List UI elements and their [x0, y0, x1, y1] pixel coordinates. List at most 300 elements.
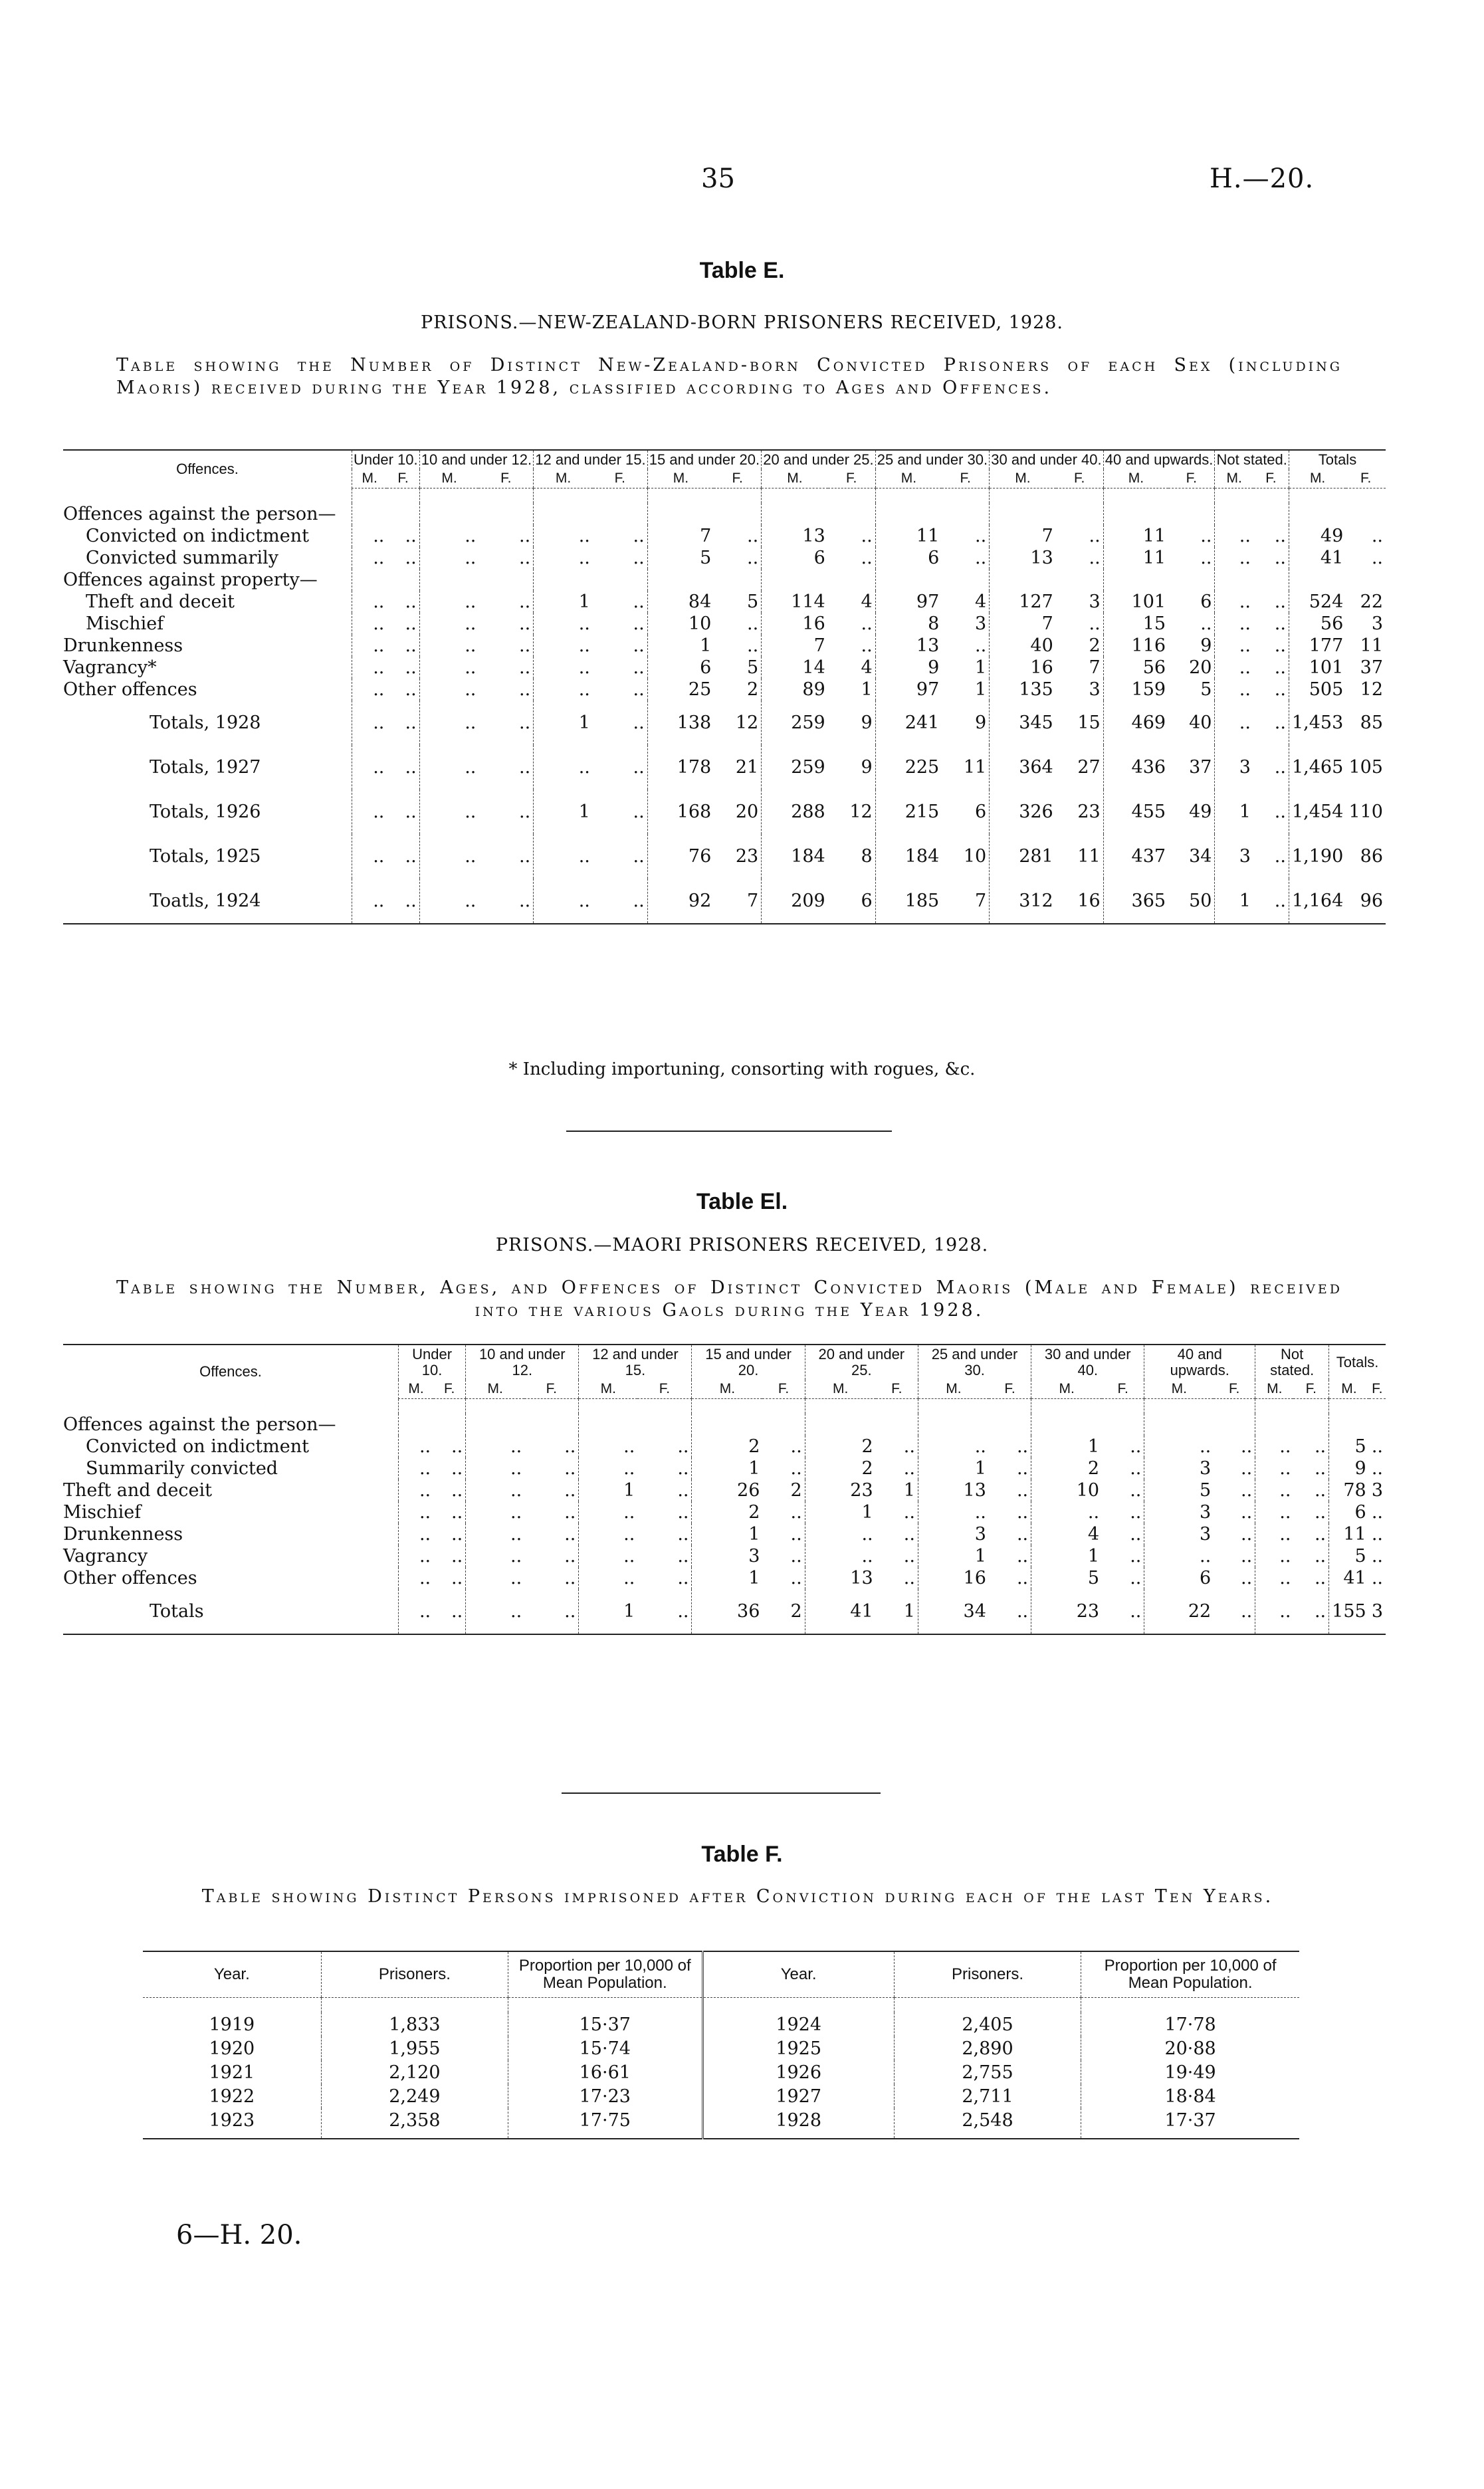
table-cell: 20 — [735, 802, 759, 822]
table-cell: .. — [1314, 1480, 1326, 1501]
table-cell: .. — [451, 1546, 463, 1567]
table-e-subtitle: PRISONS.—NEW-ZEALAND-BORN PRISONERS RECEIVED, 1928. — [420, 312, 1064, 333]
table-cell: 4 — [975, 592, 987, 612]
table-cell: 2 — [805, 1458, 875, 1479]
table-cell: .. — [747, 526, 759, 546]
table-cell: 127 — [990, 591, 1056, 613]
table-cell: 22 — [1144, 1589, 1214, 1634]
table-cell: .. — [352, 745, 387, 790]
table-cell: .. — [1371, 548, 1383, 568]
table-cell: 1 — [534, 790, 593, 834]
table-cell: .. — [466, 1479, 525, 1501]
table-cell — [1144, 1414, 1214, 1436]
table-cell: .. — [1130, 1524, 1142, 1545]
table-cell — [1346, 569, 1386, 591]
table-cell: 1920 — [209, 2038, 255, 2059]
table-cell: .. — [1241, 1524, 1253, 1545]
table-cell: .. — [1130, 1436, 1142, 1457]
female-header: F. — [478, 469, 533, 488]
table-cell: .. — [1314, 1546, 1326, 1567]
table-cell: .. — [405, 613, 417, 634]
table-cell: .. — [1016, 1546, 1029, 1567]
table-cell: 3 — [1369, 1589, 1386, 1634]
table-cell — [942, 569, 989, 591]
table-cell: .. — [1274, 592, 1286, 612]
male-header: M. — [990, 469, 1056, 488]
table-cell: 3 — [1371, 1480, 1383, 1501]
table-cell: .. — [405, 802, 417, 822]
table-cell: 21 — [735, 757, 759, 778]
table-cell: .. — [519, 526, 531, 546]
table-cell: .. — [1314, 1502, 1326, 1523]
table-f — [143, 1951, 1299, 2139]
table-cell: .. — [519, 712, 531, 733]
table-cell: 3 — [918, 1523, 988, 1545]
table-cell: 1 — [647, 635, 714, 657]
table-cell: 6 — [875, 547, 942, 569]
table-cell: 455 — [1103, 790, 1168, 834]
table-cell: .. — [352, 790, 387, 834]
table-cell — [352, 569, 387, 591]
table-cell: 6 — [975, 802, 987, 822]
table-cell: .. — [399, 1479, 434, 1501]
table-cell: .. — [534, 879, 593, 924]
female-header: F. — [433, 1380, 466, 1399]
table-cell: 15 — [1077, 712, 1101, 733]
table-row — [63, 1523, 1386, 1545]
table-cell: 11 — [1360, 635, 1383, 656]
table-cell: 259 — [762, 701, 828, 745]
table-cell: .. — [1130, 1480, 1142, 1501]
table-cell — [593, 503, 647, 525]
table-row — [63, 1458, 1386, 1479]
table-cell: .. — [519, 592, 531, 612]
table-cell — [1168, 569, 1215, 591]
row-label: Vagrancy* — [63, 657, 157, 678]
table-cell: 2 — [790, 1480, 802, 1501]
age-group-header: 20 and under 25. — [762, 450, 876, 469]
table-cell: .. — [1241, 1546, 1253, 1567]
age-group-header: 25 and under 30. — [918, 1345, 1031, 1380]
table-cell: .. — [790, 1546, 802, 1567]
table-cell: 8 — [875, 613, 942, 635]
table-cell: .. — [399, 1436, 434, 1458]
table-cell: .. — [1144, 1545, 1214, 1567]
table-cell: 16·61 — [508, 2060, 702, 2084]
table-cell: 5 — [1200, 679, 1212, 700]
table-cell: .. — [451, 1568, 463, 1588]
table-cell: 11 — [1103, 525, 1168, 547]
table-cell: 37 — [1189, 757, 1212, 778]
table-cell: 15 — [1103, 613, 1168, 635]
table-cell: .. — [1241, 1480, 1253, 1501]
table-cell: .. — [419, 879, 478, 924]
table-cell — [1102, 1414, 1144, 1436]
table-cell: 2 — [747, 679, 759, 700]
row-label: Theft and deceit — [86, 592, 235, 612]
table-cell: 16 — [1056, 879, 1103, 924]
table-row — [63, 635, 1386, 657]
table-cell: 312 — [990, 879, 1056, 924]
table-cell: .. — [1016, 1568, 1029, 1588]
table-cell: .. — [1214, 1589, 1255, 1634]
table-cell — [352, 503, 387, 525]
table-cell: .. — [1371, 1502, 1383, 1523]
table-e1-caption: Table showing the Number, Ages, and Offences of Distinct Convicted Maoris (Male and Female) received into the various Gaols during the Year 1928. — [116, 1277, 1342, 1321]
table-cell — [534, 569, 593, 591]
female-header: F. — [1369, 1380, 1386, 1399]
table-cell: .. — [790, 1436, 802, 1457]
table-cell: .. — [1215, 679, 1253, 701]
table-cell: 13 — [990, 547, 1056, 569]
table-e1-title: Table El. — [696, 1189, 788, 1214]
table-cell: 11 — [963, 757, 987, 778]
table-cell: 34 — [918, 1589, 988, 1634]
table-cell: .. — [419, 657, 478, 679]
table-cell: .. — [1016, 1502, 1029, 1523]
table-cell: .. — [790, 1568, 802, 1588]
table-cell: 4 — [861, 592, 873, 612]
table-cell — [387, 503, 419, 525]
table-cell: .. — [1255, 1458, 1294, 1479]
row-label: Totals, 1926 — [150, 802, 261, 822]
table-cell: 1928 — [702, 2108, 894, 2139]
table-cell: .. — [805, 1545, 875, 1567]
table-cell: .. — [352, 547, 387, 569]
table-cell: 10 — [647, 613, 714, 635]
table-cell — [828, 569, 875, 591]
table-cell: .. — [903, 1546, 915, 1567]
female-header: F. — [637, 1380, 692, 1399]
table-cell: 26 — [692, 1479, 762, 1501]
table-cell — [1329, 1414, 1369, 1436]
row-label: Totals — [63, 1589, 399, 1634]
table-cell: 2,405 — [894, 2012, 1081, 2036]
table-cell: .. — [1089, 526, 1101, 546]
table-cell: 12 — [735, 712, 759, 733]
table-cell: .. — [1215, 701, 1253, 745]
table-cell: .. — [1255, 1501, 1294, 1523]
table-cell — [714, 569, 761, 591]
table-cell: 3 — [692, 1545, 762, 1567]
row-label: Mischief — [63, 1502, 142, 1523]
table-cell: .. — [352, 834, 387, 879]
table-cell: 7 — [990, 613, 1056, 635]
table-cell: .. — [677, 1524, 689, 1545]
table-e1-subtitle: PRISONS.—MAORI PRISONERS RECEIVED, 1928. — [495, 1235, 989, 1255]
table-cell: 13 — [762, 525, 828, 547]
table-row — [63, 1501, 1386, 1523]
table-cell: .. — [466, 1589, 525, 1634]
male-header: M. — [579, 1380, 638, 1399]
table-cell: .. — [903, 1524, 915, 1545]
table-cell: .. — [352, 591, 387, 613]
male-header: M. — [1031, 1380, 1102, 1399]
age-group-header: Not stated. — [1215, 450, 1289, 469]
table-cell: .. — [1371, 1546, 1383, 1567]
table-cell: .. — [747, 548, 759, 568]
row-label: Totals, 1927 — [150, 757, 261, 778]
female-header: F. — [828, 469, 875, 488]
female-header: F. — [1346, 469, 1386, 488]
table-cell: 23 — [1077, 802, 1101, 822]
table-cell: .. — [519, 802, 531, 822]
table-row — [63, 679, 1386, 701]
table-cell: .. — [405, 712, 417, 733]
row-label: Theft and deceit — [63, 1480, 213, 1501]
row-label: Offences against property— — [63, 570, 318, 590]
table-row — [63, 503, 1386, 525]
table-cell: .. — [451, 1524, 463, 1545]
table-cell: 97 — [875, 591, 942, 613]
row-label: Drunkenness — [63, 1524, 183, 1545]
male-header: M. — [805, 1380, 875, 1399]
table-cell: 1 — [918, 1458, 988, 1479]
table-cell: 13 — [875, 635, 942, 657]
male-header: M. — [1329, 1380, 1369, 1399]
table-cell: .. — [564, 1480, 576, 1501]
table-cell: .. — [903, 1436, 915, 1457]
table-cell: .. — [677, 1502, 689, 1523]
table-cell: 1,955 — [321, 2036, 508, 2060]
table-cell: 326 — [990, 790, 1056, 834]
table-cell: .. — [419, 679, 478, 701]
table-cell — [762, 503, 828, 525]
row-label: Convicted summarily — [86, 548, 278, 568]
table-cell: 41 — [1329, 1567, 1369, 1589]
offences-header: Offences. — [63, 1345, 399, 1399]
table-cell: 5 — [1329, 1545, 1369, 1567]
table-cell: .. — [579, 1523, 638, 1545]
table-cell: 1 — [534, 701, 593, 745]
row-label: Convicted on indictment — [86, 1436, 309, 1457]
table-cell: 85 — [1360, 712, 1383, 733]
table-cell: 3 — [1144, 1523, 1214, 1545]
table-cell: 5 — [747, 592, 759, 612]
table-cell: .. — [593, 879, 647, 924]
table-cell: 20 — [1189, 657, 1212, 678]
table-f-title: Table F. — [701, 1842, 783, 1867]
table-cell: 16 — [918, 1567, 988, 1589]
table-cell: .. — [975, 548, 987, 568]
table-cell: 1925 — [702, 2036, 894, 2060]
table-cell — [478, 503, 533, 525]
female-header: F. — [1056, 469, 1103, 488]
table-cell: 1 — [918, 1545, 988, 1567]
table-cell: 2,358 — [321, 2108, 508, 2139]
row-label: Vagrancy — [63, 1546, 148, 1567]
table-cell: 1 — [861, 679, 873, 700]
table-cell: .. — [519, 679, 531, 700]
table-cell: .. — [579, 1436, 638, 1458]
table-cell: 505 — [1289, 679, 1346, 701]
table-cell: 138 — [647, 701, 714, 745]
row-label: Offences against the person— — [63, 504, 336, 524]
table-cell: .. — [405, 548, 417, 568]
table-cell: .. — [1144, 1436, 1214, 1458]
table-cell: .. — [790, 1524, 802, 1545]
table-cell: 1 — [1215, 879, 1253, 924]
table-cell: .. — [633, 548, 645, 568]
table-cell — [1253, 503, 1289, 525]
table-cell: .. — [1215, 613, 1253, 635]
male-header: M. — [534, 469, 593, 488]
table-cell: 1919 — [209, 2014, 255, 2035]
table-cell: 97 — [875, 679, 942, 701]
female-header: F. — [942, 469, 989, 488]
table-cell: .. — [861, 548, 873, 568]
table-cell: .. — [861, 635, 873, 656]
table-cell: .. — [519, 757, 531, 778]
table-cell: 2 — [692, 1436, 762, 1458]
female-header: F. — [387, 469, 419, 488]
table-cell: .. — [564, 1546, 576, 1567]
table-cell: 9 — [1329, 1458, 1369, 1479]
row-label: Mischief — [86, 613, 164, 634]
table-cell: 2 — [805, 1436, 875, 1458]
table-cell: .. — [918, 1501, 988, 1523]
table-cell — [762, 569, 828, 591]
table-cell: .. — [419, 547, 478, 569]
table-cell: 50 — [1168, 879, 1215, 924]
table-cell: 96 — [1346, 879, 1386, 924]
table-cell: 1,833 — [321, 2012, 508, 2036]
table-cell: .. — [519, 846, 531, 867]
table-cell: 1926 — [702, 2060, 894, 2084]
table-cell: 1 — [975, 657, 987, 678]
table-cell — [714, 503, 761, 525]
table-cell: .. — [433, 1589, 466, 1634]
totals-row — [63, 834, 1386, 879]
female-header: F. — [876, 1380, 918, 1399]
table-cell: .. — [519, 613, 531, 634]
row-label: Other offences — [63, 1568, 197, 1588]
table-cell — [478, 569, 533, 591]
age-group-header: 15 and under 20. — [647, 450, 762, 469]
table-cell: 14 — [762, 657, 828, 679]
table-cell: 1 — [805, 1501, 875, 1523]
table-cell: .. — [564, 1502, 576, 1523]
table-cell: .. — [451, 1436, 463, 1457]
table-cell: 13 — [805, 1567, 875, 1589]
table-cell: .. — [1089, 548, 1101, 568]
table-cell: 19·49 — [1081, 2060, 1299, 2084]
offences-header: Offences. — [63, 450, 352, 488]
age-group-header: Under 10. — [352, 450, 420, 469]
table-cell: 288 — [762, 790, 828, 834]
table-cell: .. — [1371, 1458, 1383, 1479]
table-cell: .. — [637, 1589, 692, 1634]
female-header: F. — [1293, 1380, 1328, 1399]
table-cell: 8 — [861, 846, 873, 867]
table-cell: .. — [1102, 1589, 1144, 1634]
table-cell: 215 — [875, 790, 942, 834]
table-cell: .. — [419, 745, 478, 790]
table-cell: .. — [677, 1436, 689, 1457]
table-cell: .. — [1130, 1546, 1142, 1567]
table-cell: .. — [399, 1567, 434, 1589]
table-cell — [1056, 503, 1103, 525]
female-header: F. — [989, 1380, 1031, 1399]
male-header: M. — [762, 469, 828, 488]
table-cell: 159 — [1103, 679, 1168, 701]
table-cell: 41 — [805, 1589, 875, 1634]
table-cell: .. — [918, 1436, 988, 1458]
table-cell: .. — [419, 525, 478, 547]
table-cell: 3 — [1089, 592, 1101, 612]
table-row — [143, 2012, 1299, 2036]
table-cell: 1 — [1031, 1436, 1102, 1458]
totals-row — [63, 745, 1386, 790]
table-cell: .. — [903, 1502, 915, 1523]
table-cell: .. — [989, 1589, 1031, 1634]
table-cell — [1103, 503, 1168, 525]
table-cell — [1293, 1414, 1328, 1436]
table-cell: .. — [405, 592, 417, 612]
table-cell: 178 — [647, 745, 714, 790]
table-cell: .. — [1255, 1567, 1294, 1589]
table-cell: .. — [1371, 1436, 1383, 1457]
table-e-footnote: * Including importuning, consorting with rogues, &c. — [508, 1059, 976, 1079]
table-cell: 5 — [1329, 1436, 1369, 1458]
table-row — [63, 569, 1386, 591]
table-cell: 6 — [1329, 1501, 1369, 1523]
table-cell — [989, 1414, 1031, 1436]
table-cell: .. — [1314, 1436, 1326, 1457]
table-cell: .. — [1200, 526, 1212, 546]
table-cell: .. — [419, 701, 478, 745]
table-cell: 5 — [1144, 1479, 1214, 1501]
table-cell: 16 — [762, 613, 828, 635]
table-cell: .. — [1293, 1589, 1328, 1634]
report-reference: H.—20. — [1210, 163, 1315, 194]
table-cell: 2,548 — [894, 2108, 1081, 2139]
age-group-header: Under 10. — [399, 1345, 466, 1380]
age-group-header: 30 and under 40. — [1031, 1345, 1144, 1380]
table-cell: 185 — [875, 879, 942, 924]
table-cell: 37 — [1360, 657, 1383, 678]
table-row — [143, 2108, 1299, 2139]
table-e-title: Table E. — [699, 258, 785, 283]
table-cell: 469 — [1103, 701, 1168, 745]
table-cell: 114 — [762, 591, 828, 613]
table-cell: .. — [1274, 548, 1286, 568]
table-cell: 40 — [1189, 712, 1212, 733]
table-row — [143, 2036, 1299, 2060]
age-group-header: Totals — [1289, 450, 1386, 469]
female-header: F. — [1253, 469, 1289, 488]
table-cell: .. — [1274, 802, 1286, 822]
table-cell: 5 — [647, 547, 714, 569]
male-header: M. — [1144, 1380, 1214, 1399]
table-cell: 4 — [1031, 1523, 1102, 1545]
table-cell: 7 — [714, 879, 761, 924]
table-cell: 7 — [990, 525, 1056, 547]
table-cell: 11 — [1103, 547, 1168, 569]
table-cell: 49 — [1289, 525, 1346, 547]
table-cell: .. — [419, 834, 478, 879]
age-group-header: 40 and upwards. — [1103, 450, 1215, 469]
table-cell: .. — [519, 635, 531, 656]
table-cell: .. — [564, 1568, 576, 1588]
table-cell: 92 — [647, 879, 714, 924]
table-cell: 84 — [647, 591, 714, 613]
table-cell: .. — [747, 635, 759, 656]
table-cell: 6 — [1200, 592, 1212, 612]
table-cell: 9 — [975, 712, 987, 733]
table-cell: 27 — [1077, 757, 1101, 778]
table-cell: .. — [633, 846, 645, 867]
